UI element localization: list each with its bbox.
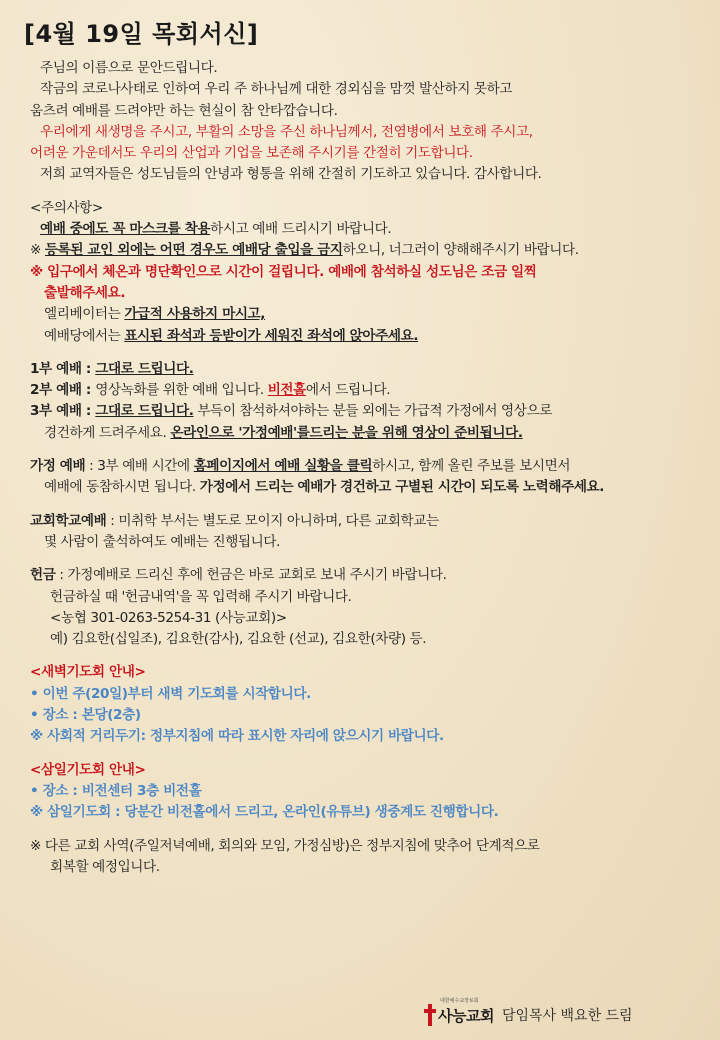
wednesday-prayer-item: • 장소 : 비전센터 3층 비전홀 bbox=[30, 782, 202, 799]
greeting-line: 작금의 코로나사태로 인하여 우리 주 하나님께 대한 경외심을 맘껏 발산하지 못하고 bbox=[40, 81, 513, 98]
service-3-cont bbox=[30, 423, 718, 444]
caution-item bbox=[30, 326, 718, 347]
home-worship-label: 가정 예배 bbox=[30, 458, 86, 475]
note-mark: ※ bbox=[30, 242, 45, 259]
home-text: 예배에 동참하시면 됩니다. bbox=[44, 479, 200, 496]
offering-text: : 가정예배로 드리신 후에 헌금은 바로 교회로 보내 주시기 바랍니다. bbox=[55, 567, 447, 584]
wednesday-prayer-item: ※ 삼일기도회 : 당분간 비전홀에서 드리고, 온라인(유튜브) 생중계도 진행합니다. bbox=[30, 804, 499, 821]
closing-line: ※ 다른 교회 사역(주일저녁예배, 회의와 모임, 가정심방)은 정부지침에 맞추어 단계적으로 bbox=[30, 837, 540, 854]
sunday-school-text: : 미취학 부서는 별도로 모이지 아니하며, 다른 교회학교는 bbox=[106, 512, 439, 529]
home-text: : 3부 예배 시간에 bbox=[85, 458, 194, 475]
pastor-signature: 담임목사 백요한 드림 bbox=[501, 1008, 633, 1024]
caution-text: 엘리베이터는 bbox=[44, 306, 125, 323]
home-worship-section bbox=[30, 456, 718, 499]
greeting-section bbox=[30, 58, 718, 186]
caution-item bbox=[30, 240, 718, 261]
church-name: 사능교회 bbox=[438, 1007, 494, 1025]
church-logo bbox=[424, 998, 494, 1026]
logo-caption: 대한예수교장로회 bbox=[440, 998, 479, 1004]
service-text: 경건하게 드려주세요. bbox=[44, 424, 171, 441]
offering-line: 헌금하실 때 '헌금내역'을 꼭 입력해 주시기 바랍니다. bbox=[50, 588, 352, 605]
home-worship-line bbox=[30, 477, 718, 498]
dawn-prayer-header: <새벽기도회 안내> bbox=[30, 664, 146, 681]
wednesday-prayer-header: <삼일기도회 안내> bbox=[30, 761, 146, 778]
greeting-line: 주님의 이름으로 문안드립니다. bbox=[40, 60, 218, 76]
caution-section bbox=[30, 198, 718, 347]
service-label: 3부 예배 : bbox=[30, 403, 96, 420]
sunday-school-line bbox=[30, 511, 718, 532]
page-title: [4월 19일 목회서신] bbox=[24, 20, 259, 48]
service-text: 에서 드립니다. bbox=[305, 382, 391, 399]
caution-item-red: ※ 입구에서 체온과 명단확인으로 시간이 걸립니다. 예배에 참석하실 성도님은 조금 일찍 bbox=[30, 263, 537, 280]
closing-line: 회복할 예정입니다. bbox=[50, 858, 160, 875]
service-note: 그대로 드립니다. bbox=[95, 360, 194, 377]
caution-item-red: 출발해주세요. bbox=[44, 284, 126, 301]
service-2 bbox=[30, 380, 718, 401]
wednesday-prayer-section bbox=[30, 760, 718, 824]
offering-section bbox=[30, 565, 718, 650]
service-text: 영상녹화를 위한 예배 입니다. bbox=[95, 382, 268, 399]
service-text: 부득이 참석하셔야하는 분들 외에는 가급적 가정에서 영상으로 bbox=[193, 403, 552, 420]
service-note: 그대로 드립니다. bbox=[95, 403, 194, 420]
caution-text: 하시고 예배 드리시기 바랍니다. bbox=[210, 221, 392, 238]
caution-text: 하오니, 너그러이 양해해주시기 바랍니다. bbox=[342, 242, 579, 259]
caution-header: <주의사항> bbox=[30, 199, 103, 216]
offering-label: 헌금 bbox=[30, 567, 56, 584]
greeting-line: 저희 교역자들은 성도님들의 안녕과 형통을 위해 간절히 기도하고 있습니다. 감사합니다. bbox=[40, 166, 542, 183]
caution-text: 예배당에서는 bbox=[44, 327, 125, 344]
bank-account: <농협 301-0263-5254-31 (사능교회)> bbox=[50, 609, 287, 626]
caution-emphasis: 예배 중에도 꼭 마스크를 착용 bbox=[40, 221, 211, 238]
service-3 bbox=[30, 401, 718, 422]
home-emphasis: 홈페이지에서 예배 실황을 클릭 bbox=[193, 458, 373, 475]
caution-item bbox=[30, 219, 718, 240]
service-label: 2부 예배 : bbox=[30, 382, 96, 399]
caution-item bbox=[30, 304, 718, 325]
dawn-prayer-item: ※ 사회적 거리두기: 정부지침에 따라 표시한 자리에 앉으시기 바랍니다. bbox=[30, 728, 444, 745]
offering-example: 예) 김요한(십일조), 김요한(감사), 김요한 (선교), 김요한(차량) 등. bbox=[50, 631, 427, 648]
services-section bbox=[30, 359, 718, 444]
closing-section bbox=[30, 836, 718, 879]
caution-emphasis: 가급적 사용하지 마시고, bbox=[124, 306, 266, 323]
service-label: 1부 예배 : bbox=[30, 360, 96, 377]
letter-body bbox=[30, 58, 718, 878]
caution-emphasis: 등록된 교인 외에는 어떤 경우도 예배당 출입을 금지 bbox=[44, 242, 343, 259]
greeting-line: 움츠려 예배를 드려야만 하는 현실이 참 안타깝습니다. bbox=[30, 102, 338, 119]
dawn-prayer-section bbox=[30, 662, 718, 747]
service-1 bbox=[30, 359, 718, 380]
dawn-prayer-item: • 이번 주(20일)부터 새벽 기도회를 시작합니다. bbox=[30, 685, 311, 702]
sunday-school-section bbox=[30, 511, 718, 554]
offering-line bbox=[30, 565, 718, 586]
vision-hall-link: 비전홀 bbox=[267, 382, 306, 399]
home-worship-line bbox=[30, 456, 718, 477]
dawn-prayer-item: • 장소 : 본당(2층) bbox=[30, 707, 141, 724]
signature bbox=[424, 998, 633, 1026]
sunday-school-line: 몇 사람이 출석하여도 예배는 진행됩니다. bbox=[44, 533, 281, 550]
prayer-line: 어려운 가운데서도 우리의 산업과 기업을 보존해 주시기를 간절히 기도합니다. bbox=[30, 145, 473, 162]
home-emphasis: 가정에서 드리는 예배가 경건하고 구별된 시간이 되도록 노력해주세요. bbox=[199, 479, 605, 496]
caution-emphasis: 표시된 좌석과 등받이가 세워진 좌석에 앉아주세요. bbox=[124, 327, 419, 344]
prayer-line: 우리에게 새생명을 주시고, 부활의 소망을 주신 하나님께서, 전염병에서 보호해 주시고, bbox=[40, 123, 533, 140]
cross-icon bbox=[424, 1004, 436, 1026]
service-note: 온라인으로 '가정예배'를드리는 분을 위해 영상이 준비됩니다. bbox=[170, 424, 523, 441]
home-text: 하시고, 함께 올린 주보를 보시면서 bbox=[372, 458, 571, 475]
sunday-school-label: 교회학교예배 bbox=[30, 512, 107, 529]
